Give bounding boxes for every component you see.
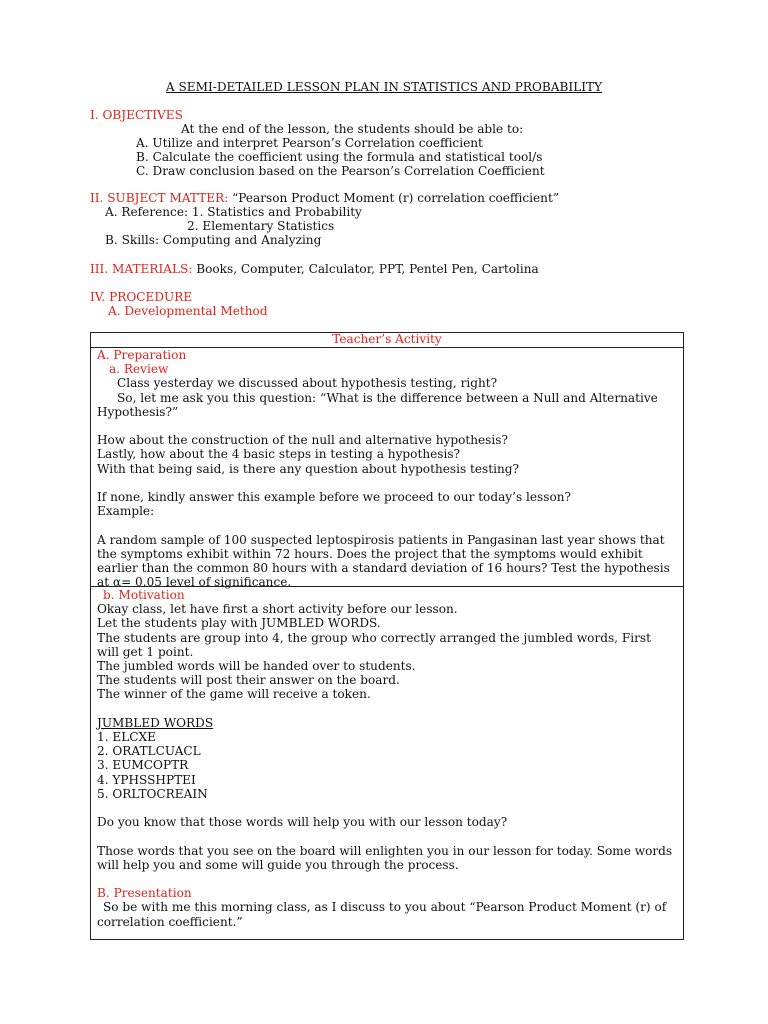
procedure-heading: IV. PROCEDURE (90, 290, 193, 304)
review-line: Example: (97, 504, 155, 519)
jumbled-word: 5. ORLTOCREAIN (97, 786, 208, 801)
review-heading: a. Review (109, 362, 169, 377)
review-line: How about the construction of the null and alternative hypothesis? (97, 433, 508, 448)
motivation-line: The students will post their answer on the board. (97, 673, 400, 688)
teacher-activity-table (90, 332, 684, 940)
subject-matter-line (90, 191, 559, 205)
subject-matter-topic: “Pearson Product Moment (r) correlation coefficient” (228, 191, 560, 205)
motivation-line: The jumbled words will be handed over to students. (97, 659, 416, 674)
objectives-heading: I. OBJECTIVES (90, 108, 183, 122)
review-line: With that being said, is there any question about hypothesis testing? (97, 461, 519, 476)
objective-item: A. Utilize and interpret Pearson’s Correlation coefficient (136, 136, 483, 150)
objectives-intro: At the end of the lesson, the students should be able to: (181, 122, 524, 136)
motivation-heading: b. Motivation (103, 588, 185, 602)
motivation-line: Let the students play with JUMBLED WORDS. (97, 616, 381, 631)
motivation-question: Do you know that those words will help you with our lesson today? (97, 815, 508, 830)
review-line: If none, kindly answer this example before we proceed to our today’s lesson? (97, 490, 572, 504)
table-header: Teacher’s Activity (91, 333, 683, 348)
jumbled-word: 1. ELCXE (97, 730, 156, 745)
table-divider (91, 586, 683, 587)
preparation-cell (97, 348, 675, 589)
objective-item: B. Calculate the coefficient using the formula and statistical tool/s (136, 150, 543, 164)
jumbled-words-heading: JUMBLED WORDS (97, 715, 214, 730)
jumbled-word: 2. ORATLCUACL (97, 744, 201, 759)
motivation-line: The winner of the game will receive a token. (97, 687, 371, 702)
reference-line-2: 2. Elementary Statistics (187, 219, 335, 233)
skills-line: B. Skills: Computing and Analyzing (105, 233, 322, 247)
review-line: Lastly, how about the 4 basic steps in testing a hypothesis? (97, 447, 461, 462)
review-line: Class yesterday we discussed about hypothesis testing, right? (117, 376, 498, 391)
motivation-line: Okay class, let have first a short activity before our lesson. (97, 602, 458, 617)
motivation-closing: Those words that you see on the board will enlighten you in our lesson for today. Some words will help you and some will guide you through the process. (97, 843, 673, 872)
review-line: So, let me ask you this question: “What is the difference between a Null and Alternative Hypothesis?” (97, 390, 658, 419)
presentation-heading: B. Presentation (97, 886, 192, 901)
motivation-line: The students are group into 4, the group who correctly arranged the jumbled words, First will get 1 point. (97, 630, 651, 659)
page-title: A SEMI-DETAILED LESSON PLAN IN STATISTICS AND PROBABILITY (165, 80, 603, 94)
materials-list: Books, Computer, Calculator, PPT, Pentel Pen, Cartolina (192, 262, 539, 276)
jumbled-word: 4. YPHSSHPTEI (97, 772, 196, 787)
presentation-text: So be with me this morning class, as I discuss to you about “Pearson Product Moment (r) of correlation coefficient.” (97, 900, 667, 929)
preparation-heading: A. Preparation (97, 348, 187, 362)
objective-item: C. Draw conclusion based on the Pearson’s Correlation Coefficient (136, 164, 545, 178)
jumbled-word: 3. EUMCOPTR (97, 758, 189, 773)
subject-matter-heading: II. SUBJECT MATTER: (90, 191, 229, 205)
reference-line: A. Reference: 1. Statistics and Probability (105, 205, 362, 219)
example-problem: A random sample of 100 suspected leptospirosis patients in Pangasinan last year shows that the symptoms exhibit within 72 hours. Does the project that the symptoms would exhibit earlier than the common 80 hours with a standard deviation of 16 hours? Test the hypothesis at α= 0.05 level of significance. (97, 532, 670, 590)
materials-heading: III. MATERIALS: (90, 262, 193, 276)
procedure-method: A. Developmental Method (108, 304, 268, 318)
materials-line (90, 262, 539, 276)
motivation-cell (97, 588, 675, 929)
